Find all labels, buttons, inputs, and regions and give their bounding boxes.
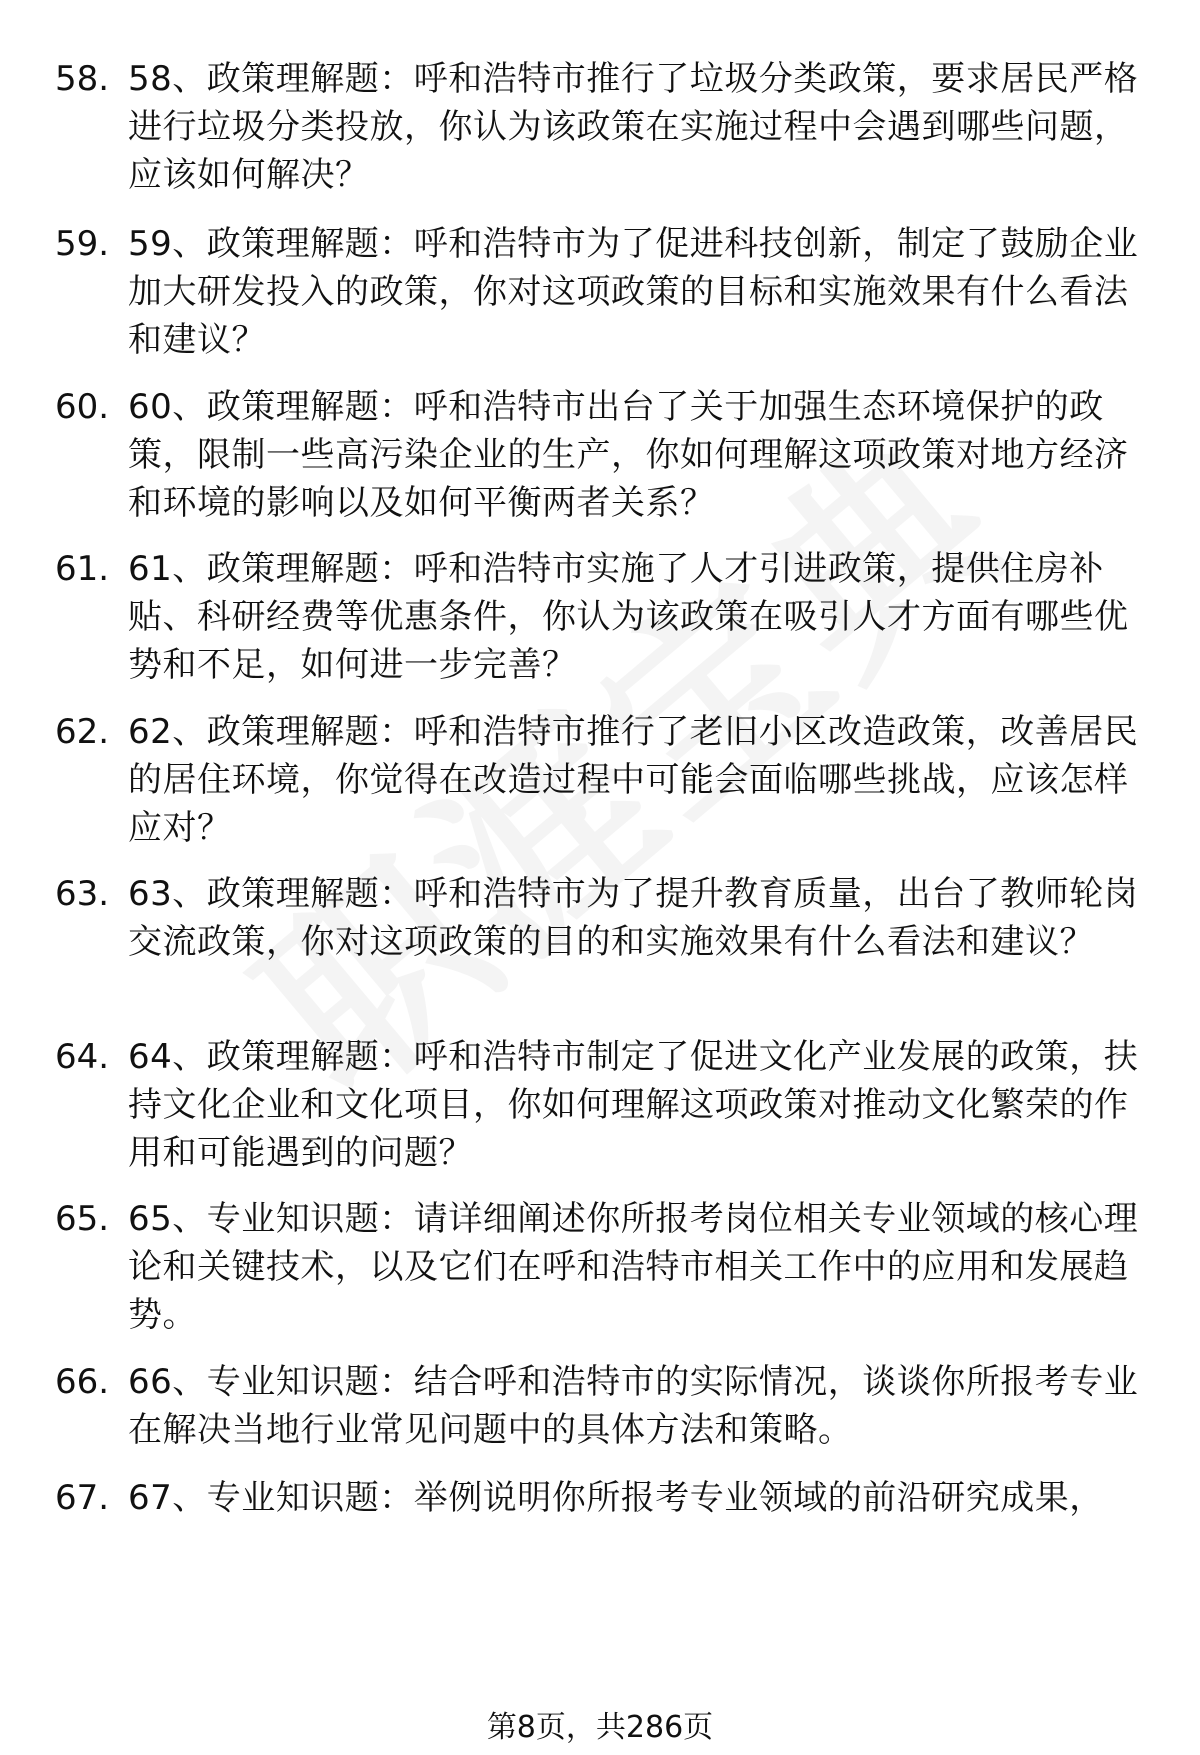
page-footer: 第8页，共286页: [486, 1710, 714, 1745]
question-text: 67、专业知识题：举例说明你所报考专业领域的前沿研究成果，: [128, 1478, 1104, 1518]
question-text: 61、政策理解题：呼和浩特市实施了人才引进政策，提供住房补贴、科研经费等优惠条件，你认为该政策在吸引人才方面有哪些优势和不足，如何进一步完善？: [128, 549, 1129, 685]
question-text: 64、政策理解题：呼和浩特市制定了促进文化产业发展的政策，扶持文化企业和文化项目，你如何理解这项政策对推动文化繁荣的作用和可能遇到的问题？: [128, 1037, 1139, 1173]
question-number: 64.: [55, 1037, 110, 1077]
question-number: 60.: [55, 387, 110, 427]
question-number: 59.: [55, 224, 110, 264]
question-number: 61.: [55, 549, 110, 589]
question-number: 62.: [55, 712, 110, 752]
question-text: 66、专业知识题：结合呼和浩特市的实际情况，谈谈你所报考专业在解决当地行业常见问题中的具体方法和策略。: [128, 1362, 1139, 1450]
question-number: 63.: [55, 874, 110, 914]
question-text: 62、政策理解题：呼和浩特市推行了老旧小区改造政策，改善居民的居住环境，你觉得在改造过程中可能会面临哪些挑战，应该怎样应对？: [128, 712, 1139, 848]
question-text: 60、政策理解题：呼和浩特市出台了关于加强生态环境保护的政策，限制一些高污染企业的生产，你如何理解这项政策对地方经济和环境的影响以及如何平衡两者关系？: [128, 387, 1129, 523]
question-number: 67.: [55, 1478, 110, 1518]
question-number: 65.: [55, 1199, 110, 1239]
question-number: 66.: [55, 1362, 110, 1402]
question-number: 58.: [55, 59, 110, 99]
question-text: 58、政策理解题：呼和浩特市推行了垃圾分类政策，要求居民严格进行垃圾分类投放，你认为该政策在实施过程中会遇到哪些问题，应该如何解决？: [128, 59, 1139, 195]
question-text: 59、政策理解题：呼和浩特市为了促进科技创新，制定了鼓励企业加大研发投入的政策，你对这项政策的目标和实施效果有什么看法和建议？: [128, 224, 1139, 360]
question-text: 63、政策理解题：呼和浩特市为了提升教育质量，出台了教师轮岗交流政策，你对这项政策的目的和实施效果有什么看法和建议？: [128, 874, 1139, 962]
question-text: 65、专业知识题：请详细阐述你所报考岗位相关专业领域的核心理论和关键技术，以及它们在呼和浩特市相关工作中的应用和发展趋势。: [128, 1199, 1139, 1335]
